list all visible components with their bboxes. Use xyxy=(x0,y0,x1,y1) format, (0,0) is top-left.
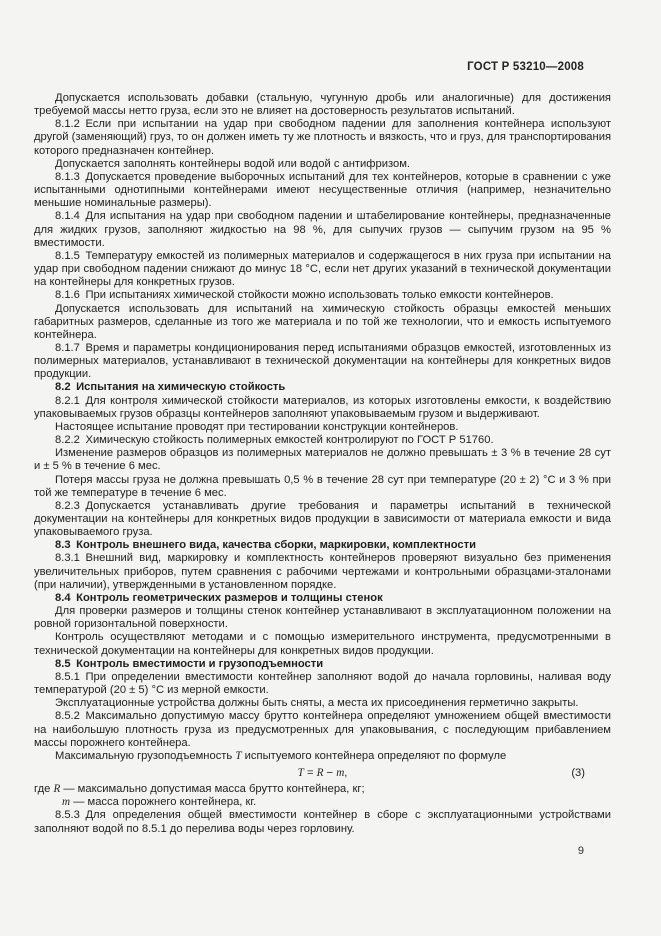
paragraph: Настоящее испытание проводят при тестировании конструкции контейнеров. xyxy=(55,420,459,433)
page-number: 9 xyxy=(577,845,584,857)
paragraph: Эксплуатационные устройства должны быть сняты, а места их присоединения герметично закрыты. xyxy=(55,697,579,710)
paragraph: Изменение размеров образцов из полимерных материалов не должно превышать ± 3 % в течение 28 сут и ± 5 % в течение 6 мес. xyxy=(34,447,611,473)
section-heading: 8.4 Контроль геометрических размеров и толщины стенок xyxy=(55,591,383,604)
paragraph: 8.1.3 Допускается проведение выборочных испытаний для тех контейнеров, которые в сравнении с уже испытанными однотипными контейнерами имеют несущественные отличия (например, незначительно меньшие номинальные размеры). xyxy=(34,170,611,210)
formula-variable: m xyxy=(336,766,345,779)
section-heading: 8.5 Контроль вместимости и грузоподъемности xyxy=(55,657,324,670)
formula-expression: T = R − m, xyxy=(297,766,348,779)
paragraph: 8.1.6 При испытаниях химической стойкости можно использовать только емкости контейнеров. xyxy=(55,289,554,302)
paragraph: m — масса порожнего контейнера, кг. xyxy=(62,796,257,809)
formula xyxy=(34,767,611,780)
paragraph: 8.5.2 Максимально допустимую массу брутто контейнера определяют умножением общей вместимости на наибольшую плотность груза из предусмотренных для упаковывания, с последующим прибавлением массы порожнего контейнера. xyxy=(34,710,611,749)
formula-variable: R xyxy=(53,783,61,796)
paragraph: 8.1.2 Если при испытании на удар при свободном падении для заполнения контейнера используют другой (заменяющий) груз, то он должен иметь ту же плотность и вязкость, что и груз, для транспортирования которого предназначен контейнер. xyxy=(34,118,611,157)
section-heading: 8.3 Контроль внешнего вида, качества сборки, маркировки, комплектности xyxy=(55,539,477,552)
paragraph: 8.3.1 Внешний вид, маркировку и комплектность контейнеров проверяют визуально без применения увеличительных приборов, путем сравнения с рабочими чертежами и контрольными образцами-эталонами (при наличии), утвержденными в установленном порядке. xyxy=(34,552,611,591)
paragraph: Для проверки размеров и толщины стенок контейнер устанавливают в эксплуатационном положении на ровной горизонтальной поверхности. xyxy=(34,605,611,631)
paragraph: 8.2.2 Химическую стойкость полимерных емкостей контролируют по ГОСТ Р 51760. xyxy=(55,434,494,447)
section-heading: 8.2 Испытания на химическую стойкость xyxy=(55,381,286,394)
formula-variable: T xyxy=(297,766,304,779)
paragraph: 8.5.1 При определении вместимости контейнер заполняют водой до начала горловины, наливая воду температурой (20 ± 5) °С из мерной емкости. xyxy=(34,670,611,697)
formula-variable: Т xyxy=(235,749,242,762)
paragraph: где R — максимально допустимая масса брутто контейнера, кг; xyxy=(34,783,365,796)
formula-number: (3) xyxy=(571,766,585,779)
paragraph: Максимальную грузоподъемность Т испытуемого контейнера определяют по формуле xyxy=(55,749,507,762)
paragraph: 8.2.3 Допускается устанавливать другие требования и параметры испытаний в технической документации на контейнеры для конкретных видов продукции в зависимости от материала емкости и вида упаковываемого груза. xyxy=(34,499,611,539)
paragraph: 8.1.5 Температуру емкостей из полимерных материалов и содержащегося в них груза при испытании на удар при свободном падении снижают до минус 18 °С, если нет других указаний в технической документации на контейнеры для конкретных грузов. xyxy=(34,249,611,289)
formula-variable: m xyxy=(62,796,71,809)
paragraph: Допускается использовать для испытаний на химическую стойкость образцы емкостей меньших габаритных размеров, сделанные из того же материала и по той же технологии, что и емкость испытуемого контейнера. xyxy=(34,302,611,341)
paragraph: Контроль осуществляют методами и с помощью измерительного инструмента, предусмотренными в технической документации на контейнеры для конкретных видов продукции. xyxy=(34,631,611,657)
paragraph: Потеря массы груза не должна превышать 0,5 % в течение 28 сут при температуре (20 ± 2) °С и 3 % при той же температуре в течение 6 мес. xyxy=(34,473,611,499)
document-body xyxy=(34,92,611,836)
paragraph: 8.5.3 Для определения общей вместимости контейнер в сборе с эксплуатационными устройствами заполняют водой по 8.5.1 до перелива воды через горловину. xyxy=(34,809,611,835)
paragraph: Допускается заполнять контейнеры водой или водой с антифризом. xyxy=(55,157,410,170)
paragraph: Допускается использовать добавки (стальную, чугунную дробь или аналогичные) для достижения требуемой массы нетто груза, если это не влияет на достоверность результатов испытаний. xyxy=(34,92,611,118)
paragraph: 8.1.4 Для испытания на удар при свободном падении и штабелирование контейнеры, предназначенные для жидких грузов, заполняют жидкостью на 98 %, для сыпучих грузов — сыпучим грузом на 95 % вместимости. xyxy=(34,210,611,249)
formula-variable: R xyxy=(316,766,324,779)
paragraph: 8.2.1 Для контроля химической стойкости материалов, из которых изготовлены емкости, к воздействию упаковываемых грузов образцы контейнеров заполняют упаковываемым грузом и выдерживают. xyxy=(34,394,611,420)
paragraph: 8.1.7 Время и параметры кондиционирования перед испытаниями образцов емкостей, изготовленных из полимерных материалов, устанавливают в технической документации на контейнеры для конкретных видов продукции. xyxy=(34,341,611,381)
running-header: ГОСТ Р 53210—2008 xyxy=(467,61,584,73)
